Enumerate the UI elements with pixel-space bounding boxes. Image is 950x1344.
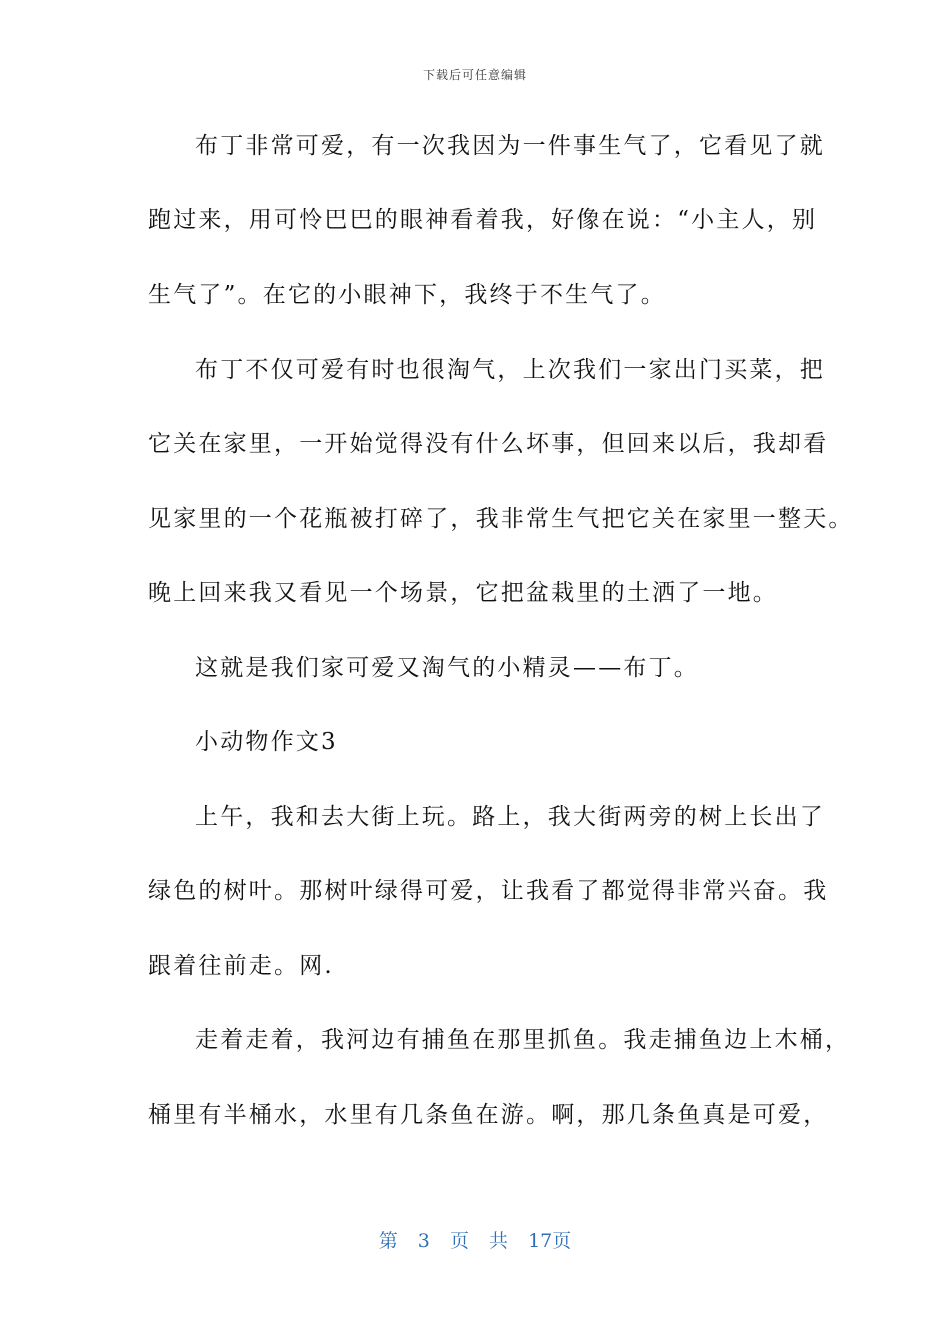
- paragraph-line: 绿色的树叶。那树叶绿得可爱，让我看了都觉得非常兴奋。我: [148, 878, 829, 904]
- footer-gong: 共: [489, 1230, 509, 1252]
- section-heading: 小动物作文3: [195, 729, 338, 755]
- paragraph-line: 布丁非常可爱，有一次我因为一件事生气了，它看见了就: [195, 133, 825, 159]
- footer-di: 第: [378, 1230, 398, 1252]
- paragraph-line: 它关在家里，一开始觉得没有什么坏事，但回来以后，我却看: [148, 431, 829, 457]
- footer-current-page: 3: [417, 1230, 430, 1252]
- paragraph-line: 跑过来，用可怜巴巴的眼神看着我，好像在说：“小主人，别: [148, 207, 818, 233]
- paragraph-line: 见家里的一个花瓶被打碎了，我非常生气把它关在家里一整天。: [148, 506, 854, 532]
- paragraph-line: 晚上回来我又看见一个场景，它把盆栽里的土洒了一地。: [148, 580, 778, 606]
- footer-total-pages: 17页: [528, 1230, 572, 1252]
- paragraph-line: 布丁不仅可爱有时也很淘气，上次我们一家出门买菜，把: [195, 357, 825, 383]
- paragraph-line: 桶里有半桶水，水里有几条鱼在游。啊，那几条鱼真是可爱，: [148, 1102, 829, 1128]
- paragraph-line: 生气了”。在它的小眼神下，我终于不生气了。: [148, 282, 666, 308]
- paragraph-line: 上午，我和去大街上玩。路上，我大街两旁的树上长出了: [195, 804, 825, 830]
- paragraph-line: 跟着往前走。网.: [148, 953, 334, 979]
- paragraph-line: 这就是我们家可爱又淘气的小精灵——布丁。: [195, 655, 699, 681]
- footer-ye: 页: [449, 1230, 469, 1252]
- header-note: 下载后可任意编辑: [422, 68, 527, 82]
- page-number-footer: [0, 1226, 950, 1253]
- paragraph-line: 走着走着，我河边有捕鱼在那里抓鱼。我走捕鱼边上木桶，: [195, 1027, 851, 1053]
